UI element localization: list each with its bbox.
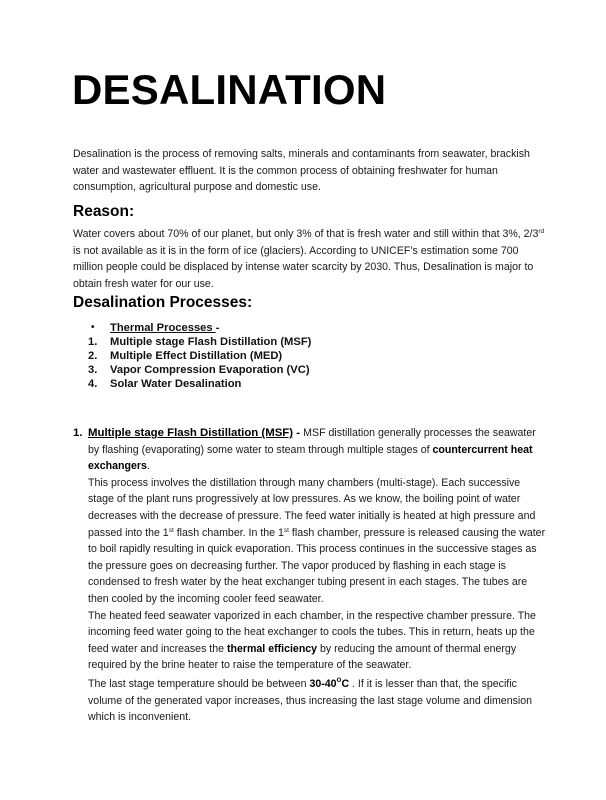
reason-text-part2: is not available as it is in the form of ice (glaciers). According to UNICEF’s estimation some 700 million people could be displaced by intense water scarcity by 2030. Thus, Desalination is major to obtain fresh water for our use. <box>73 244 534 290</box>
processes-heading: Desalination Processes: <box>73 294 253 311</box>
lead-text: MSF distillation generally processes the seawater by flashing (evaporating) some water to steam through multiple stages of <box>88 427 536 456</box>
para-text: The heated feed seawater vaporized in each chamber, in the respective chamber pressure. The incoming feed water going to the heat exchanger to cools the tubes. This in return, heats up the feed water and increases the <box>88 609 536 655</box>
list-item-med <box>88 349 311 363</box>
list-item-thermal-category <box>88 321 311 335</box>
list-number: 3. <box>88 364 98 376</box>
lead-end: . <box>146 460 150 473</box>
list-item-vc <box>88 363 311 377</box>
msf-paragraph-process <box>73 475 549 608</box>
lead-bold-term: countercurrent heat exchangers <box>88 443 533 473</box>
list-item-label: Multiple Effect Distillation (MED) <box>110 350 283 362</box>
category-suffix: - <box>215 322 220 334</box>
list-item-label: Multiple stage Flash Distillation (MSF) <box>110 336 312 348</box>
list-number: 1. <box>88 336 98 348</box>
ordinal-superscript: st <box>283 526 289 534</box>
section-title: Multiple stage Flash Distillation (MSF) <box>88 427 294 439</box>
para-text: by reducing the amount of thermal energy required by the brine heater to raise the temperature of the seawater. <box>88 642 517 672</box>
list-number: 2. <box>88 350 98 362</box>
temperature-unit: C <box>341 677 350 690</box>
para-text: This process involves the distillation through many chambers (multi-stage). Each successive stage of the plant runs progressively at low pressures. As we know, the boiling point of water decreases with the decrease of pressure. The feed water initially is heated at high pressure and passed into the 1 <box>88 476 536 539</box>
reason-text-part1: Water covers about 70% of our planet, but only 3% of that is fresh water and still within that 3%, 2/3 <box>73 228 539 240</box>
temperature-range: 30-40 <box>309 677 337 690</box>
ordinal-superscript: rd <box>538 228 545 235</box>
category-label: Thermal Processes <box>110 322 216 334</box>
para-text: flash chamber, pressure is released causing the water to boil rapidly resulting in quick evaporation. This process continues in the successive stages as the pressure goes on decreasing further. The vapor produced by flashing in each stage is condensed to fresh water by the heat exchanger tubing present in each stages. The tubes are then cooled by the incoming cooler feed seawater. <box>88 526 546 605</box>
list-item-label: Vapor Compression Evaporation (VC) <box>110 364 310 376</box>
msf-section-lead <box>73 425 549 475</box>
list-item-msf <box>88 335 311 349</box>
reason-heading: Reason: <box>73 203 135 220</box>
msf-paragraph-efficiency <box>73 608 549 674</box>
list-item-solar <box>88 377 311 391</box>
section-number: 1. <box>73 427 83 439</box>
ordinal-superscript: st <box>168 526 174 534</box>
list-item-label: Solar Water Desalination <box>110 378 242 390</box>
processes-list <box>88 321 311 391</box>
bullet-icon: • <box>91 322 95 333</box>
bold-term: thermal efficiency <box>226 642 318 655</box>
section-dash: - <box>293 427 304 439</box>
para-text: flash chamber. In the 1 <box>173 526 284 539</box>
para-text: . If it is lesser than that, the specific volume of the generated vapor increases, thus increasing the last stage volume and dimension which is inconvenient. <box>88 677 533 724</box>
document-title: DESALINATION <box>72 66 387 113</box>
degree-icon: o <box>336 674 342 684</box>
para-text: The last stage temperature should be between <box>88 677 310 690</box>
msf-section <box>73 425 549 726</box>
reason-paragraph <box>73 226 545 292</box>
msf-paragraph-temperature <box>73 676 549 726</box>
intro-paragraph: Desalination is the process of removing salts, minerals and contaminants from seawater, brackish water and wastewater effluent. It is the common process of obtaining freshwater for human consumption, agricultural purpose and domestic use. <box>73 148 530 194</box>
list-number: 4. <box>88 378 98 390</box>
